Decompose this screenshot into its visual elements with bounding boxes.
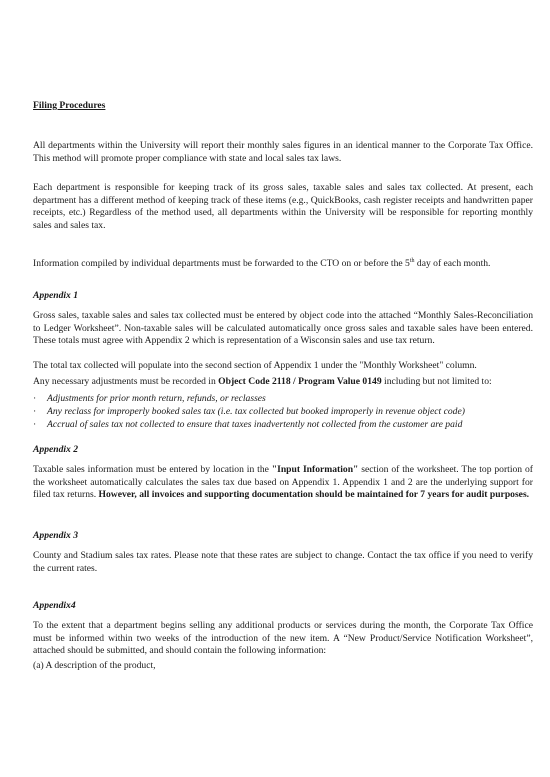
appendix-2-text: Taxable sales information must be entered by location in the: [33, 464, 272, 475]
appendix-1-adjustments: [33, 376, 533, 389]
heading-appendix-4: Appendix4: [33, 600, 76, 611]
heading-appendix-1: Appendix 1: [33, 290, 79, 301]
input-information-label: "Input Information": [271, 464, 359, 475]
paragraph-intro: All departments within the University will report their monthly sales figures in an identical manner to the Corporate Tax Office. This method will promote proper compliance with state and local sales tax laws.: [33, 140, 533, 164]
bullet-text: Any reclass for improperly booked sales tax (i.e. tax collected but booked improperly in revenue object code): [47, 406, 465, 417]
paragraph-deadline: [33, 258, 533, 271]
bullet-icon: ·: [33, 419, 37, 430]
appendix-2-text-mid: section of the worksheet. The top portion of the worksheet automatically calculates the sales tax due based on Appendix 1. Appendix 1 and 2 are the underlying support for filed tax returns.: [33, 464, 533, 501]
appendix-4-list-item: (a) A description of the product,: [33, 660, 156, 671]
appendix-1-paragraph: Gross sales, taxable sales and sales tax collected must be entered by object code into the attached “Monthly Sales-Reconciliation to Ledger Worksheet”. Non-taxable sales will be calculated automatically once gross sales and taxable sales have been entered. These totals must agree with Appendix 2 which is representation of a Wisconsin sales and use tax return.: [33, 310, 533, 347]
bullet-text: Accrual of sales tax not collected to ensure that taxes inadvertently not collected from the customer are paid: [47, 419, 463, 430]
adjustments-text-end: including but not limited to:: [381, 376, 492, 387]
object-code: Object Code 2118 / Program Value 0149: [218, 376, 382, 387]
retention-notice: However, all invoices and supporting documentation should be maintained for 7 years for audit purposes.: [98, 489, 530, 501]
bullet-icon: ·: [33, 406, 37, 417]
bullet-icon: ·: [33, 393, 37, 404]
heading-filing-procedures: Filing Procedures: [33, 100, 106, 111]
bullet-item: [33, 406, 533, 419]
heading-appendix-2: Appendix 2: [33, 444, 79, 455]
heading-appendix-3: Appendix 3: [33, 530, 79, 541]
bullet-item: [33, 393, 533, 406]
appendix-3-paragraph: County and Stadium sales tax rates. Please note that these rates are subject to change. Contact the tax office if you need to verify the current rates.: [33, 550, 533, 574]
deadline-superscript: th: [409, 257, 415, 264]
bullet-text: Adjustments for prior month return, refunds, or reclasses: [47, 393, 266, 404]
adjustments-text: Any necessary adjustments must be recorded in: [33, 376, 219, 387]
appendix-4-paragraph: To the extent that a department begins selling any additional products or services during the month, the Corporate Tax Office must be informed within two weeks of the introduction of the new item. A “New Product/Service Notification Worksheet”, attached should be submitted, and should contain the following information:: [33, 620, 533, 657]
deadline-text-end: day of each month.: [414, 258, 491, 269]
appendix-1-paragraph-2: The total tax collected will populate into the second section of Appendix 1 under the "Monthly Worksheet" column.: [33, 360, 477, 371]
paragraph-responsibility: Each department is responsible for keeping track of its gross sales, taxable sales and sales tax collected. At present, each department has a different method of keeping track of these items (e.g., QuickBooks, cash register receipts and handwritten paper receipts, etc.) Regardless of the method used, all departments within the University will be responsible for reporting monthly sales and sales tax.: [33, 182, 533, 231]
bullet-item: [33, 419, 533, 432]
deadline-text: Information compiled by individual departments must be forwarded to the CTO on or before the 5: [33, 258, 410, 269]
appendix-2-paragraph: [33, 464, 533, 502]
